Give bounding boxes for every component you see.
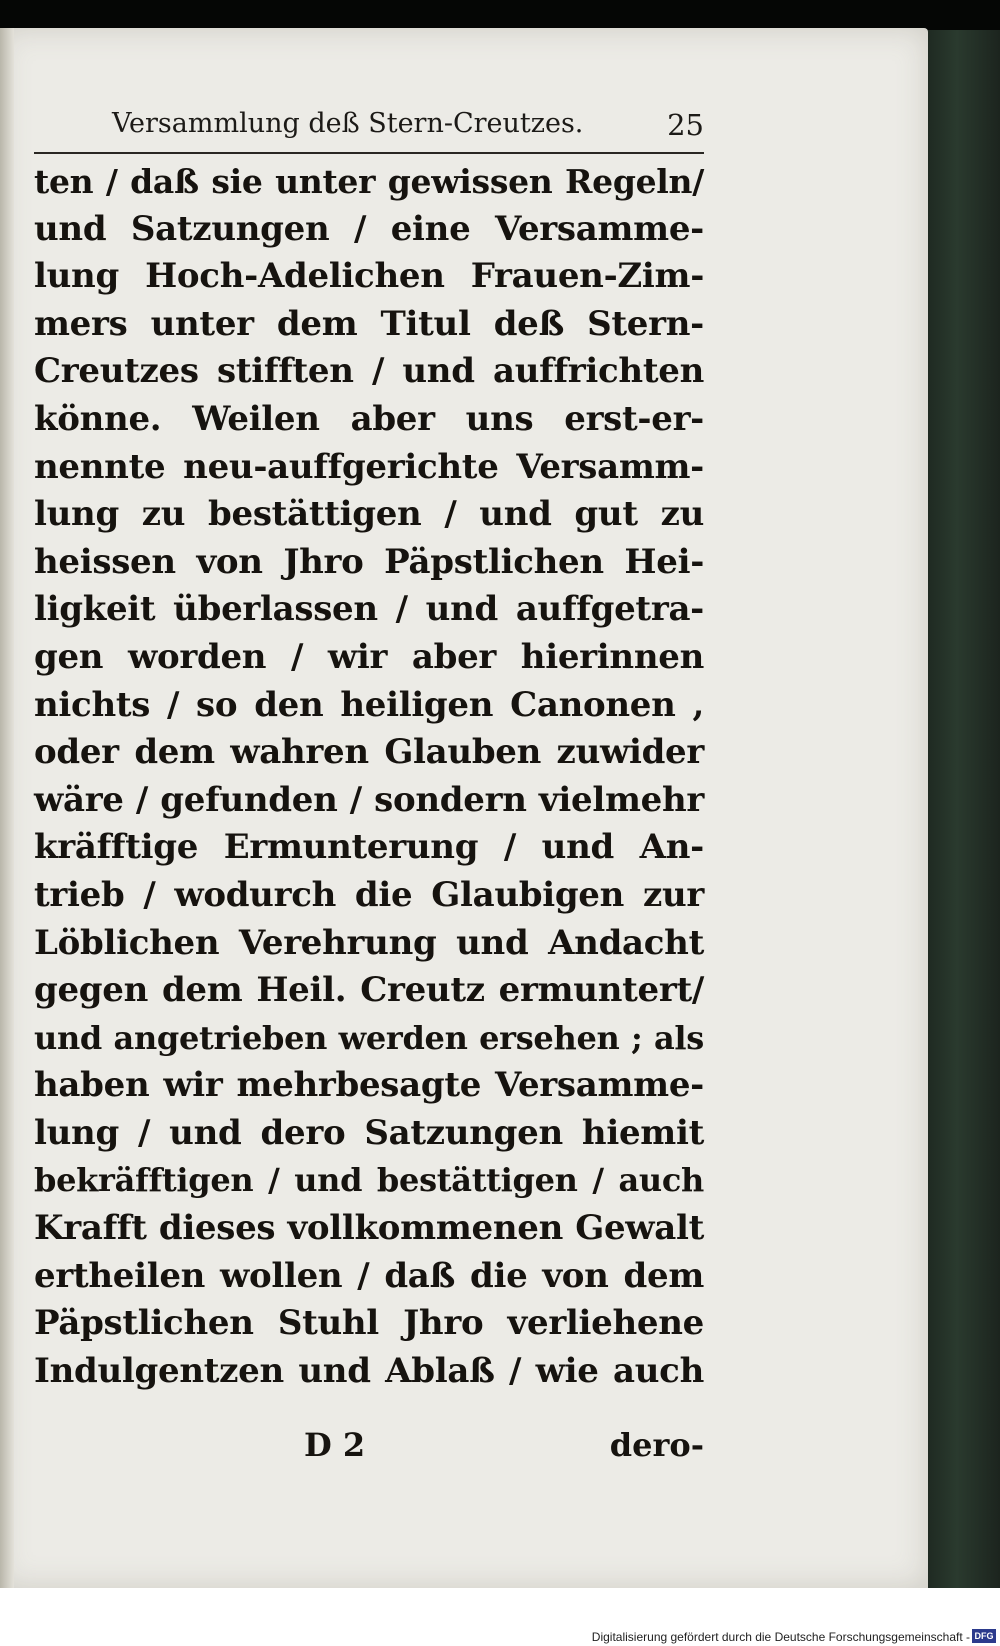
text-line: und Satzungen / eine Versamme-	[34, 208, 704, 249]
text-line: ten / daß sie unter gewissen Regeln/	[34, 162, 704, 201]
text-line: ligkeit überlassen / und auffgetra-	[34, 589, 704, 630]
text-line: nennte neu-auffgerichte Versamm-	[34, 446, 704, 487]
text-line: könne. Weilen aber uns erst-er-	[34, 398, 704, 439]
page-gutter-shadow	[0, 28, 14, 1588]
text-line: und angetrieben werden ersehen ; als	[34, 1018, 704, 1057]
text-line: Päpstlichen Stuhl Jhro verliehene	[34, 1303, 704, 1344]
text-line: mers unter dem Titul deß Stern-	[34, 303, 704, 344]
text-line: oder dem wahren Glauben zuwider	[34, 732, 704, 773]
signature-mark: D 2	[304, 1426, 366, 1464]
digitization-credit: Digitalisierung gefördert durch die Deutsche Forschungsgemeinschaft -	[591, 1630, 970, 1644]
text-line: lung Hoch-Adelichen Frauen-Zim-	[34, 256, 704, 297]
scan-background	[928, 30, 1000, 1590]
text-line: trieb / wodurch die Glaubigen zur	[34, 874, 704, 915]
text-line: nichts / so den heiligen Canonen ,	[34, 684, 704, 725]
header-rule	[34, 152, 704, 154]
text-line: lung / und dero Satzungen hiemit	[34, 1112, 704, 1153]
text-line: gegen dem Heil. Creutz ermuntert/	[34, 970, 704, 1011]
scan-top-border	[0, 0, 1000, 30]
text-line: Creutzes stifften / und auffrichten	[34, 351, 704, 392]
text-line: Krafft dieses vollkommenen Gewalt	[34, 1208, 704, 1249]
text-line: lung zu bestättigen / und gut zu	[34, 494, 704, 535]
page-header	[112, 108, 704, 152]
text-line: haben wir mehrbesagte Versamme-	[34, 1065, 704, 1106]
text-line: gen worden / wir aber hierinnen	[34, 636, 704, 677]
text-line: Löblichen Verehrung und Andacht	[34, 922, 704, 963]
page-footer	[34, 1426, 704, 1476]
dfg-logo: DFG	[972, 1629, 996, 1643]
text-line: kräfftige Ermunterung / und An-	[34, 827, 704, 868]
body-text	[34, 158, 704, 1395]
text-line: wäre / gefunden / sondern vielmehr	[34, 779, 704, 820]
text-line: heissen von Jhro Päpstlichen Hei-	[34, 541, 704, 582]
catchword: dero-	[609, 1426, 704, 1464]
text-line: ertheilen wollen / daß die von dem	[34, 1255, 704, 1296]
text-line: Indulgentzen und Ablaß / wie auch	[34, 1350, 704, 1391]
text-line: bekräfftigen / und bestättigen / auch	[34, 1161, 704, 1200]
page-number: 25	[667, 108, 704, 142]
running-head: Versammlung deß Stern-Creutzes.	[112, 108, 584, 139]
